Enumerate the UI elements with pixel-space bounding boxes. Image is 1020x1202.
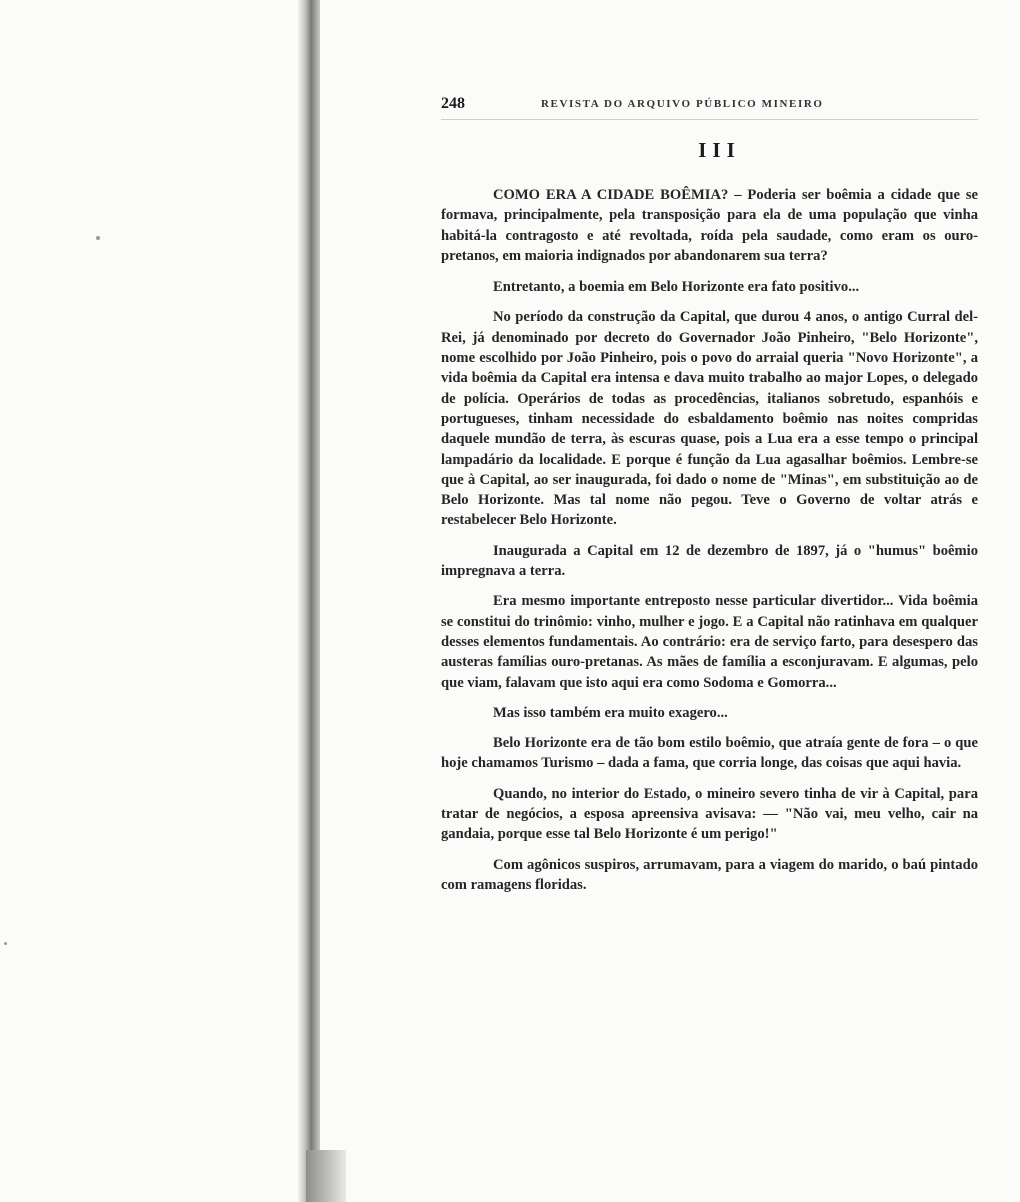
scan-speck xyxy=(96,236,100,240)
gutter-base-shadow xyxy=(306,1150,346,1202)
journal-title: REVISTA DO ARQUIVO PÚBLICO MINEIRO xyxy=(541,98,824,110)
paragraph: Com agônicos suspiros, arrumavam, para a viagem do marido, o baú pintado com ramagens floridas. xyxy=(441,856,978,893)
paragraph: Era mesmo importante entreposto nesse particular divertidor... Vida boêmia se constitui do trinômio: vinho, mulher e jogo. E a Capital não ratinhava em qualquer desses elementos fundamentais. Ao contrário: era de serviço farto, para desespero das austeras famílias ouro-pretanas. As mães de família a esconjuravam. E algumas, pelo que viam, falavam que isto aqui era como Sodoma e Gomorra... xyxy=(441,593,978,691)
paragraph: Mas isso também era muito exagero... xyxy=(493,704,728,721)
document-page xyxy=(441,95,978,905)
running-head xyxy=(441,95,978,120)
page-number: 248 xyxy=(441,95,465,112)
paragraph: Entretanto, a boemia em Belo Horizonte era fato positivo... xyxy=(493,279,860,296)
paragraph: No período da construção da Capital, que durou 4 anos, o antigo Curral del-Rei, já denominado por decreto do Governador João Pinheiro, "Belo Horizonte", nome escolhido por João Pinheiro, pois o povo do arraial queria "Novo Horizonte", a vida boêmia da Capital era intensa e dava muito trabalho ao major Lopes, o delegado de polícia. Operários de todas as procedências, italianos sobretudo, espanhóis e portugueses, tinham necessidade do esbaldamento boêmio nas noites compridas daquele mundão de terra, às escuras quase, pois a Lua era a esse tempo o principal lampadário da localidade. E porque é função da Lua agasalhar boêmios. Lembre-se que à Capital, ao ser inaugurada, foi dado o nome de "Minas", em substituição ao de Belo Horizonte. Mas tal nome não pegou. Teve o Governo de voltar atrás e restabelecer Belo Horizonte. xyxy=(441,309,978,529)
paragraph: Quando, no interior do Estado, o mineiro severo tinha de vir à Capital, para tratar de negócios, a esposa apreensiva avisava: — "Não vai, meu velho, cair na gandaia, porque esse tal Belo Horizonte é um perigo!" xyxy=(441,785,978,843)
paragraph: Belo Horizonte era de tão bom estilo boêmio, que atraía gente de fora – o que hoje chamamos Turismo – dada a fama, que corria longe, das coisas que aqui havia. xyxy=(441,735,978,772)
book-gutter-shadow xyxy=(298,0,320,1202)
paragraph: COMO ERA A CIDADE BOÊMIA? – Poderia ser boêmia a cidade que se formava, principalmente, pela transposição para ela de uma população que vinha habitá-la contragosto e até revoltada, roída pela saudade, como eram os ouro-pretanos, em maioria indignados por abandonarem sua terra? xyxy=(441,187,978,264)
scan-speck xyxy=(4,942,7,945)
chapter-numeral: III xyxy=(698,138,741,162)
paragraph: Inaugurada a Capital em 12 de dezembro de 1897, já o "humus" boêmio impregnava a terra. xyxy=(441,542,978,580)
